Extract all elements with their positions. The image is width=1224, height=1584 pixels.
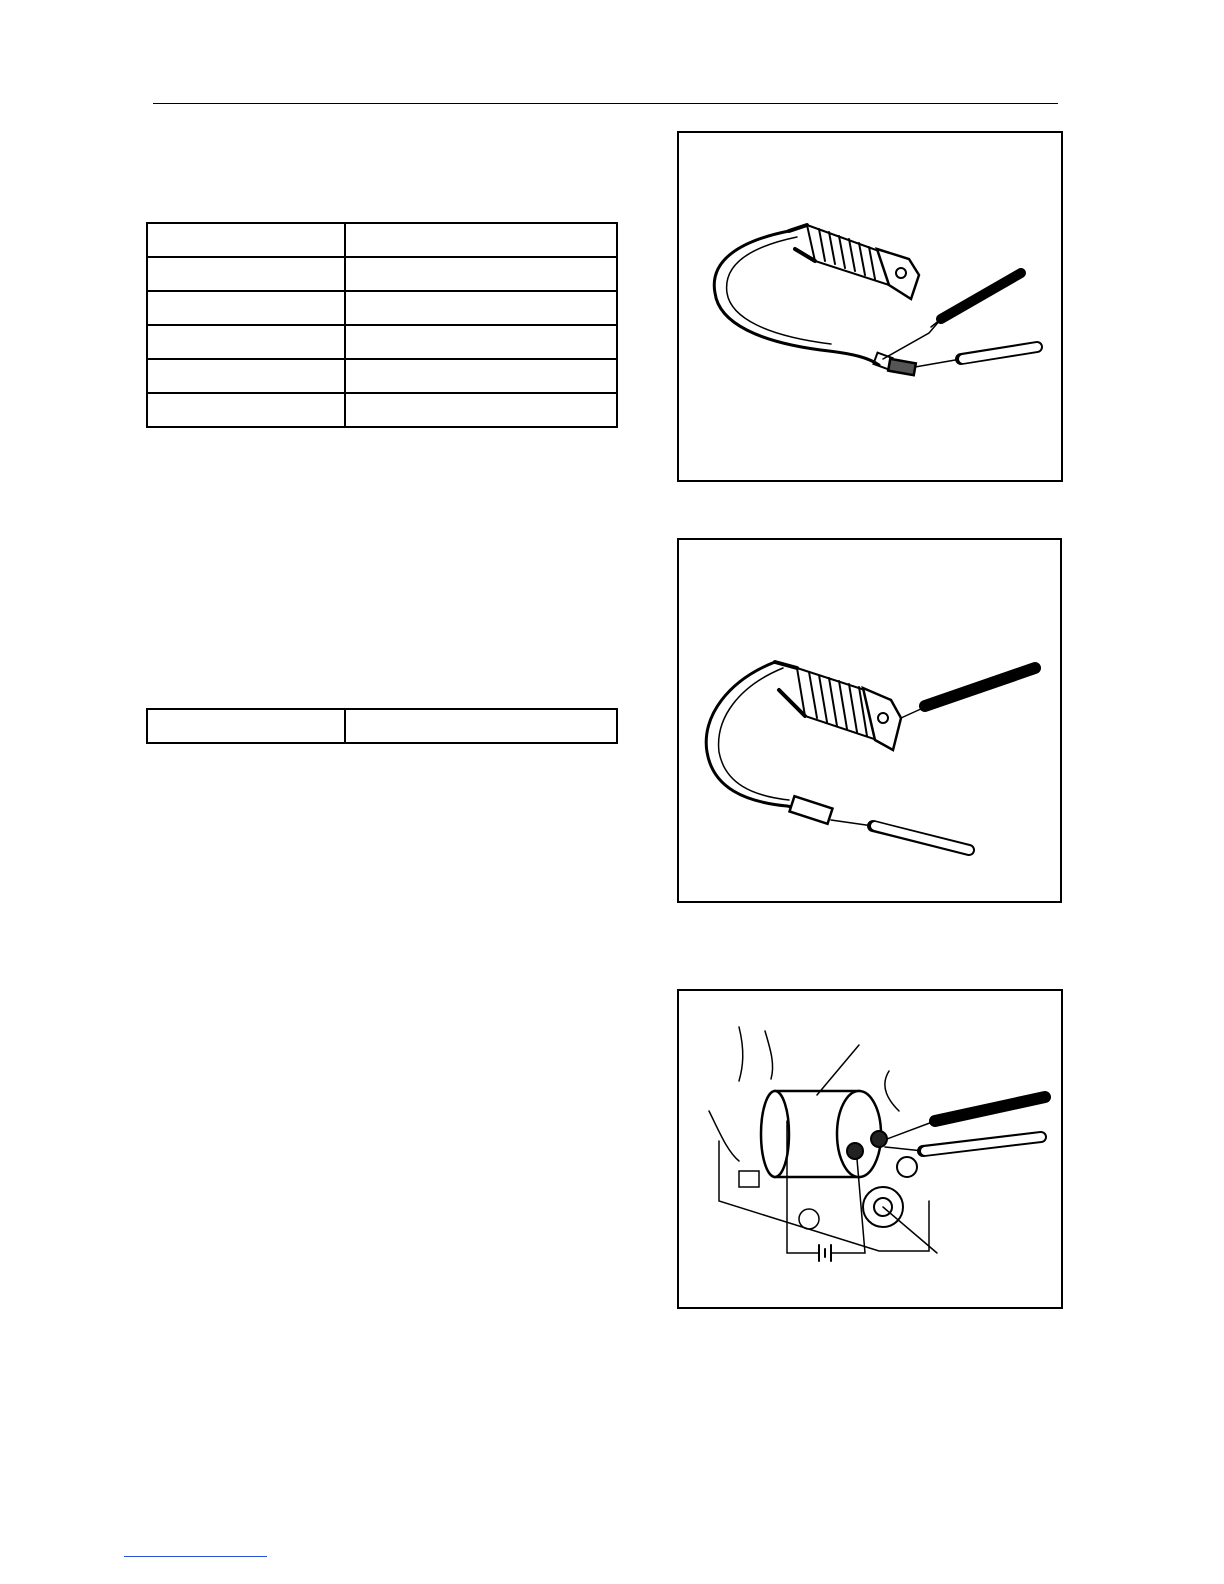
table-cell: [147, 359, 345, 393]
header-rule: [153, 103, 1058, 104]
table-cell: [345, 393, 617, 427]
figure-starter-battery-test: [677, 989, 1063, 1309]
table-row: [147, 359, 617, 393]
table-row: [147, 393, 617, 427]
figure-coil-ground-test: [677, 538, 1062, 903]
table-cell: [147, 709, 345, 743]
table-cell: [147, 325, 345, 359]
coil-ground-test-icon: [679, 540, 1060, 901]
table-row: [147, 325, 617, 359]
table-cell: [345, 359, 617, 393]
table-cell: [345, 291, 617, 325]
table-cell: [345, 325, 617, 359]
table-cell: [147, 393, 345, 427]
table-row: [147, 291, 617, 325]
table-row: [147, 223, 617, 257]
table-cell: [345, 709, 617, 743]
table-cell: [147, 291, 345, 325]
table-cell: [147, 223, 345, 257]
starter-motor-battery-test-icon: [679, 991, 1061, 1307]
spec-table-top: [146, 222, 618, 428]
footer-link-underline[interactable]: [124, 1556, 267, 1557]
table-cell: [345, 257, 617, 291]
coil-resistance-test-icon: [679, 133, 1061, 480]
table-cell: [345, 223, 617, 257]
spec-table-bottom: [146, 708, 618, 744]
figure-coil-resistance-test: [677, 131, 1063, 482]
table-row: [147, 709, 617, 743]
table-row: [147, 257, 617, 291]
table-cell: [147, 257, 345, 291]
